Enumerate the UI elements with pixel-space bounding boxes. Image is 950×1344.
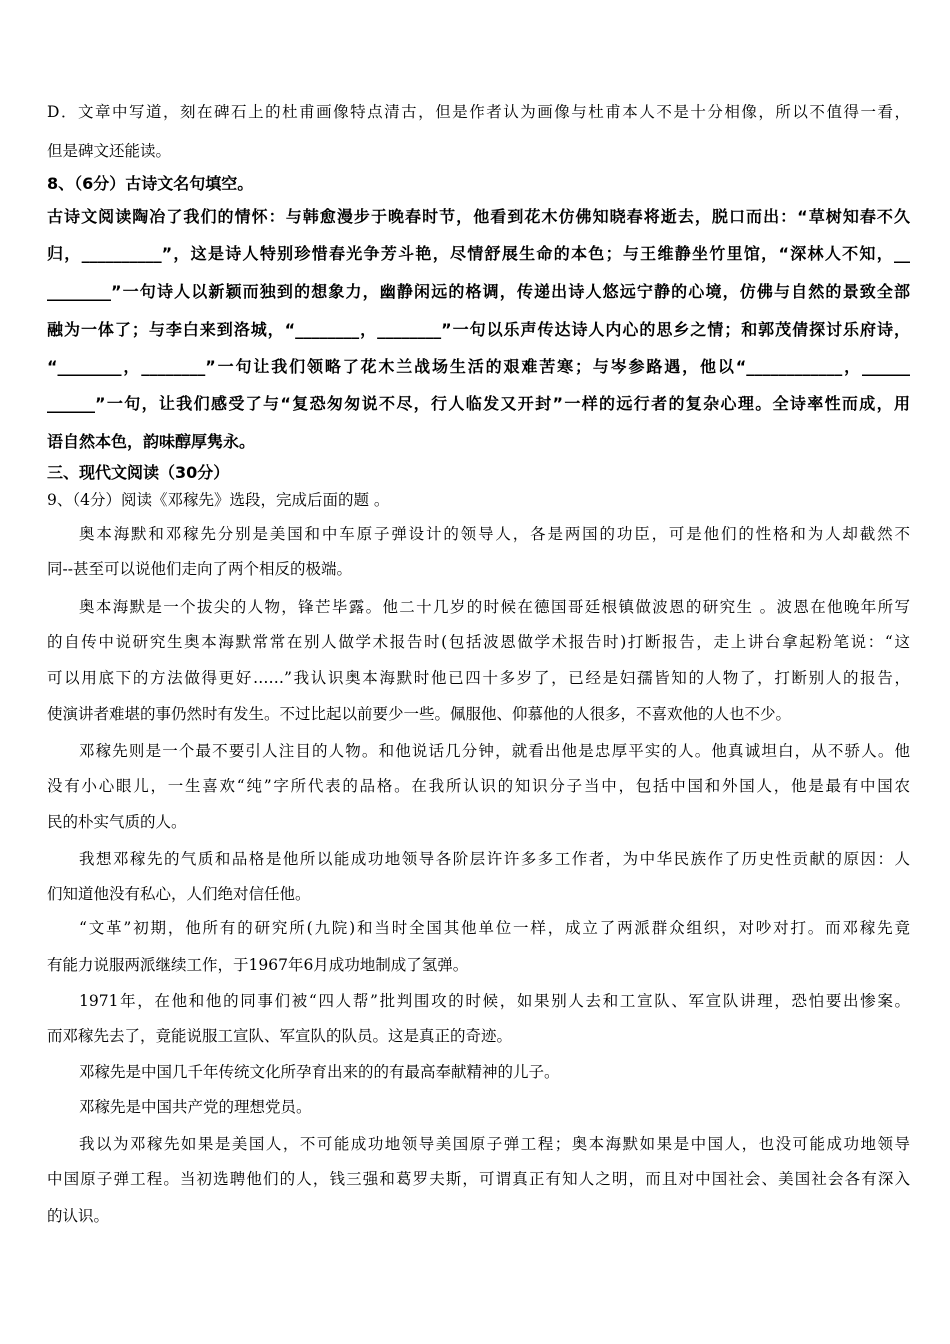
passage-line: 使演讲者难堪的事仍然时有发生。不过比起以前要少一些。佩服他、仰慕他的人很多，不喜欢他的人也不少。 [47, 705, 792, 723]
passage-line: 同--甚至可以说他们走向了两个相反的极端。 [47, 560, 352, 578]
question-8-line: ______”一句，让我们感受了与“复恐匆匆说不尽，行人临发又开封”一样的远行者的复杂心理。全诗率性而成，用 [47, 394, 910, 413]
question-8-line: 融为一体了；与李白来到洛城，“________，________”一句以乐声传达诗人内心的思乡之情；和郭茂倩探讨乐府诗， [47, 320, 910, 339]
question-8-line: ________”一句诗人以新颖而独到的想象力，幽静闲远的格调，传递出诗人悠远宁静的心境，仿佛与自然的景致全部 [47, 282, 910, 301]
passage-line: “文革”初期，他所有的研究所(九院)和当时全国其他单位一样，成立了两派群众组织，对吵对打。而邓稼先竟 [79, 919, 910, 937]
passage-line: 可以用底下的方法做得更好……”我认识奥本海默时他已四十多岁了，已经是妇孺皆知的人物了，打断别人的报告， [47, 669, 910, 687]
passage-line: 有能力说服两派继续工作，于1967年6月成功地制成了氢弹。 [47, 956, 469, 974]
section-3-heading: 三、现代文阅读（30分） [47, 463, 230, 482]
question-8-heading: 8、（6分）古诗文名句填空。 [47, 174, 254, 193]
passage-line: 民的朴实气质的人。 [47, 813, 187, 831]
passage-line: 的认识。 [47, 1207, 110, 1225]
question-8-line: “________，________”一句让我们领略了花木兰战场生活的艰难苦寒；与岑参路遇，他以“____________，______ [47, 357, 910, 376]
passage-line: 而邓稼先去了，竟能说服工宣队、军宣队的队员。这是真正的奇迹。 [47, 1027, 513, 1045]
passage-line: 没有小心眼儿，一生喜欢“纯”字所代表的品格。在我所认识的知识分子当中，包括中国和外国人，他是最有中国农 [47, 777, 910, 795]
option-d-line-1: D．文章中写道，刻在碑石上的杜甫画像特点清古，但是作者认为画像与杜甫本人不是十分相像，所以不值得一看， [47, 103, 910, 121]
passage-line: 邓稼先是中国几千年传统文化所孕育出来的的有最高奉献精神的儿子。 [79, 1063, 560, 1081]
passage-line: 邓稼先是中国共产党的理想党员。 [79, 1098, 312, 1116]
passage-line: 我想邓稼先的气质和品格是他所以能成功地领导各阶层许许多多工作者，为中华民族作了历史性贡献的原因：人 [79, 850, 910, 868]
passage-line: 邓稼先则是一个最不要引人注目的人物。和他说话几分钟，就看出他是忠厚平实的人。他真诚坦白，从不骄人。他 [79, 742, 910, 760]
option-d-line-2: 但是碑文还能读。 [47, 142, 172, 160]
passage-line: 的自传中说研究生奥本海默常常在别人做学术报告时(包括波恩做学术报告时)打断报告，走上讲台拿起粉笔说：“这 [47, 633, 910, 651]
question-8-line: 归，__________”，这是诗人特别珍惜春光争芳斗艳，尽情舒展生命的本色；与王维静坐竹里馆，“深林人不知，__ [47, 244, 910, 263]
passage-line: 中国原子弹工程。当初选聘他们的人，钱三强和葛罗夫斯，可谓真正有知人之明，而且对中国社会、美国社会各有深入 [47, 1170, 910, 1188]
question-8-line: 语自然本色，韵味醇厚隽永。 [47, 432, 256, 451]
passage-line: 1971年，在他和他的同事们被“四人帮”批判围攻的时候，如果别人去和工宣队、军宣队讲理，恐怕要出惨案。 [79, 992, 910, 1010]
question-9-heading: 9、（4分）阅读《邓稼先》选段，完成后面的题 。 [47, 491, 390, 509]
passage-line: 我以为邓稼先如果是美国人，不可能成功地领导美国原子弹工程；奥本海默如果是中国人，也没可能成功地领导 [79, 1135, 910, 1153]
passage-line: 奥本海默是一个拔尖的人物，锋芒毕露。他二十几岁的时候在德国哥廷根镇做波恩的研究生 。波恩在他晚年所写 [79, 598, 910, 616]
passage-line: 奥本海默和邓稼先分别是美国和中车原子弹设计的领导人，各是两国的功臣，可是他们的性格和为人却截然不 [79, 525, 910, 543]
question-8-line: 古诗文阅读陶冶了我们的情怀：与韩愈漫步于晚春时节，他看到花木仿佛知晓春将逝去，脱口而出：“草树知春不久 [47, 207, 910, 226]
passage-line: 们知道他没有私心，人们绝对信任他。 [47, 885, 311, 903]
